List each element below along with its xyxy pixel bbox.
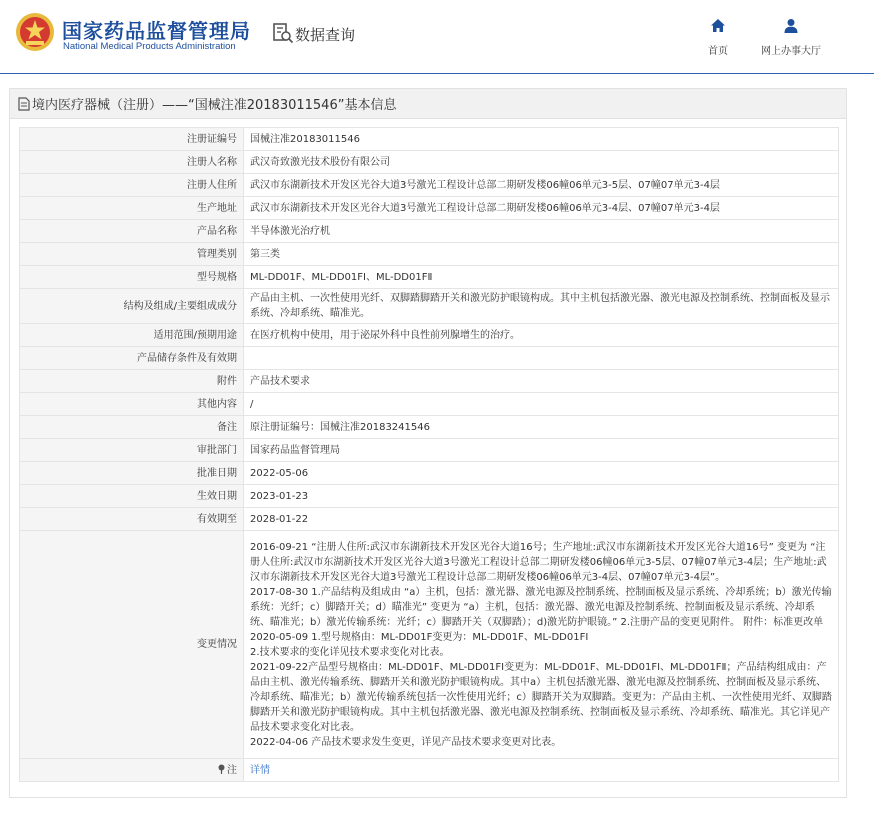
nav-home[interactable] xyxy=(700,18,736,60)
row-value: 武汉市东湖新技术开发区光谷大道3号激光工程设计总部二期研发楼06幢06单元3-4层、07幢07单元3-4层 xyxy=(244,197,839,220)
table-row-note xyxy=(20,759,839,782)
row-label: 备注 xyxy=(20,416,244,439)
nav-online-hall-label: 网上办事大厅 xyxy=(761,46,821,57)
nav-home-label: 首页 xyxy=(708,46,728,57)
row-label: 批准日期 xyxy=(20,462,244,485)
nav-online-hall[interactable] xyxy=(752,18,830,60)
row-value: 武汉奇致激光技术股份有限公司 xyxy=(244,151,839,174)
note-label-cell xyxy=(20,759,244,782)
row-label: 有效期至 xyxy=(20,508,244,531)
table-row xyxy=(20,393,839,416)
row-value: 国械注准20183011546 xyxy=(244,128,839,151)
row-label: 生效日期 xyxy=(20,485,244,508)
document-icon xyxy=(18,97,30,111)
change-entry: 2020-05-09 1.型号规格由：ML-DD01F变更为：ML-DD01F、ML-DD01FⅠ xyxy=(250,631,589,643)
table-row xyxy=(20,462,839,485)
row-value: ML-DD01F、ML-DD01FⅠ、ML-DD01FⅡ xyxy=(244,266,839,289)
table-row xyxy=(20,197,839,220)
table-row xyxy=(20,347,839,370)
row-value: 2028-01-22 xyxy=(244,508,839,531)
table-row xyxy=(20,174,839,197)
note-label: 注 xyxy=(227,764,237,776)
section-title: 数据查询 xyxy=(295,26,356,44)
row-value: 2022-05-06 xyxy=(244,462,839,485)
registration-info-table xyxy=(19,127,839,782)
table-row xyxy=(20,266,839,289)
change-entry: 2.技术要求的变化详见技术要求变化对比表。 xyxy=(250,646,450,658)
site-logo-cn: 国家药品监督管理局 xyxy=(62,19,251,43)
row-value: 国家药品监督管理局 xyxy=(244,439,839,462)
row-label: 注册人住所 xyxy=(20,174,244,197)
panel-header xyxy=(10,89,846,119)
site-logo-en: National Medical Products Administration xyxy=(63,41,236,52)
row-label: 注册证编号 xyxy=(20,128,244,151)
table-row xyxy=(20,324,839,347)
table-row xyxy=(20,508,839,531)
table-row xyxy=(20,128,839,151)
row-value: 第三类 xyxy=(244,243,839,266)
change-entry: 2017-08-30 1.产品结构及组成由 “a）主机，包括：激光器、激光电源及控制系统、控制面板及显示系统、冷却系统；b）激光传输系统：光纤；c）脚踏开关；d）瞄准光” 变更为 “a）主机，包括：激光器、激光电源及控制系统、控制面板及显示系统、冷却系统、瞄准光；b）激光传输系统：光纤；c）脚踏开关（双脚踏）；d)激光防护眼镜。” 2.注册产品的变更见附件。 附件：标准更改单 xyxy=(250,586,832,628)
table-row-changes xyxy=(20,531,839,759)
home-icon xyxy=(710,18,726,34)
row-value xyxy=(244,347,839,370)
table-row xyxy=(20,416,839,439)
row-label: 其他内容 xyxy=(20,393,244,416)
note-value xyxy=(244,759,839,782)
table-row xyxy=(20,370,839,393)
nmpa-emblem-icon xyxy=(15,12,55,52)
table-row xyxy=(20,243,839,266)
row-value: 在医疗机构中使用，用于泌尿外科中良性前列腺增生的治疗。 xyxy=(244,324,839,347)
table-row xyxy=(20,485,839,508)
row-label: 审批部门 xyxy=(20,439,244,462)
row-label: 注册人名称 xyxy=(20,151,244,174)
row-label: 型号规格 xyxy=(20,266,244,289)
row-value: 武汉市东湖新技术开发区光谷大道3号激光工程设计总部二期研发楼06幢06单元3-5层、07幢07单元3-4层 xyxy=(244,174,839,197)
row-label: 产品名称 xyxy=(20,220,244,243)
row-value: 2023-01-23 xyxy=(244,485,839,508)
site-header xyxy=(0,0,874,74)
user-icon xyxy=(783,18,799,34)
row-value: / xyxy=(244,393,839,416)
row-label: 适用范围/预期用途 xyxy=(20,324,244,347)
details-link[interactable]: 详情 xyxy=(250,764,270,776)
change-history xyxy=(244,531,839,759)
row-label: 附件 xyxy=(20,370,244,393)
change-entry: 2022-04-06 产品技术要求发生变更，详见产品技术要求变更对比表。 xyxy=(250,736,562,748)
panel-title: 境内医疗器械（注册）——“国械注准20183011546”基本信息 xyxy=(32,98,397,113)
row-value: 原注册证编号：国械注准20183241546 xyxy=(244,416,839,439)
row-value: 产品技术要求 xyxy=(244,370,839,393)
row-label: 生产地址 xyxy=(20,197,244,220)
row-label: 产品储存条件及有效期 xyxy=(20,347,244,370)
data-query-icon xyxy=(272,22,294,44)
table-row xyxy=(20,289,839,324)
detail-panel xyxy=(9,88,847,798)
table-row xyxy=(20,439,839,462)
row-label: 管理类别 xyxy=(20,243,244,266)
table-row xyxy=(20,220,839,243)
pin-icon xyxy=(217,764,226,774)
row-value: 产品由主机、一次性使用光纤、双脚踏脚踏开关和激光防护眼镜构成。其中主机包括激光器、激光电源及控制系统、控制面板及显示系统、冷却系统、瞄准光。 xyxy=(244,289,839,324)
table-row xyxy=(20,151,839,174)
change-entry: 2021-09-22产品型号规格由：ML-DD01F、ML-DD01FⅠ变更为：ML-DD01F、ML-DD01FⅠ、ML-DD01FⅡ；产品结构组成由：产品由主机、激光传输系统、脚踏开关和激光防护眼镜构成。其中a）主机包括激光器、激光电源及控制系统、控制面板及显示系统、冷却系统、瞄准光；b）激光传输系统包括一次性使用光纤；c）脚踏开关为双脚踏。变更为：产品由主机、一次性使用光纤、双脚踏脚踏开关和激光防护眼镜构成。其中主机包括激光器、激光电源及控制系统、控制面板及显示系统、冷却系统、瞄准光。其它详见产品技术要求变化对比表。 xyxy=(250,661,832,733)
change-entry: 2016-09-21 “注册人住所:武汉市东湖新技术开发区光谷大道16号；生产地址:武汉市东湖新技术开发区光谷大道16号” 变更为 “注册人住所:武汉市东湖新技术开发区光谷大道3号激光工程设计总部二期研发楼06幢06单元3-5层、07幢07单元3-4层；生产地址:武汉市东湖新技术开发区光谷大道3号激光工程设计总部二期研发楼06幢06单元3-4层、07幢07单元3-4层”。 xyxy=(250,541,827,583)
row-label: 变更情况 xyxy=(20,531,244,759)
row-value: 半导体激光治疗机 xyxy=(244,220,839,243)
row-label: 结构及组成/主要组成成分 xyxy=(20,289,244,324)
